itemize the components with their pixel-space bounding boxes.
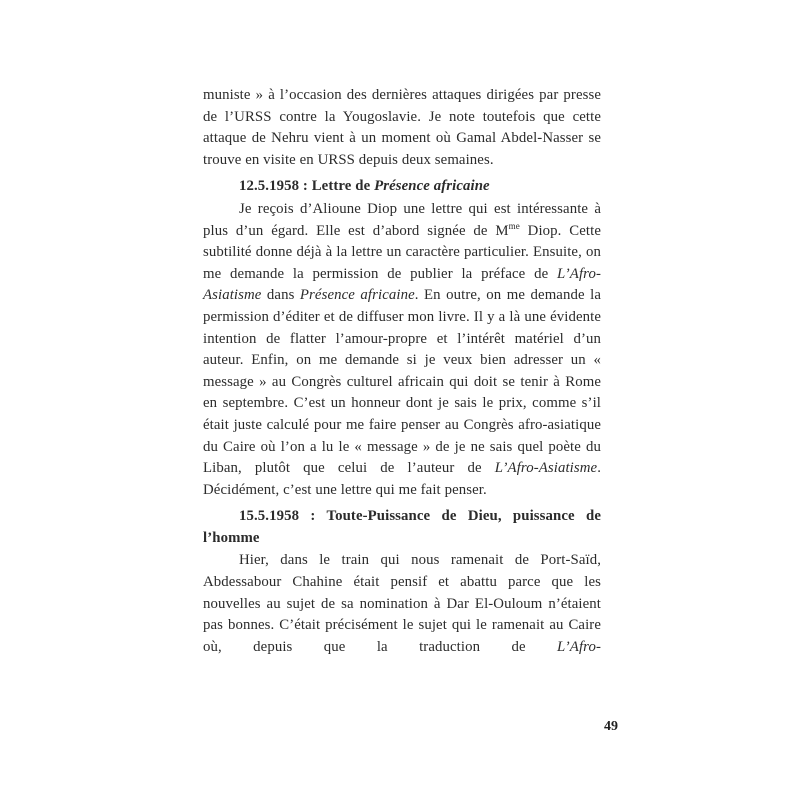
text-segment: L’Afro- xyxy=(557,638,601,655)
page-text xyxy=(203,85,601,658)
text-segment: muniste » à l’occasion des dernières attaques dirigées par presse de l’URSS contre la Yougoslavie. Je note toutefois que cette attaque de Nehru vient à un moment où Gamal Abdel-Nasser se trouve en visite en URSS depuis deux semaines. xyxy=(203,87,601,168)
text-segment: Hier, dans le train qui nous ramenait de Port-Saïd, Abdessabour Chahine était pensif et abattu parce que les nouvelles au sujet de sa nomination à Dar El-Ouloum n’étaient pas bonnes. C’était précisément le sujet qui le ramenait au Caire où, depuis que la traduction de xyxy=(203,552,601,655)
text-segment: Présence africaine xyxy=(374,178,490,195)
text-segment: Je reçois d’Alioune Diop une lettre qui est intéressante à plus d’un égard. Elle est d’abord signée de M xyxy=(203,200,601,239)
text-segment: L’Afro-Asiatisme xyxy=(203,265,601,304)
text-segment: Présence africaine xyxy=(299,287,415,304)
paragraph xyxy=(203,550,601,658)
text-segment: dans xyxy=(261,287,300,304)
text-segment: 15.5.1958 : Toute-Puissance de Dieu, puissance de l’homme xyxy=(203,508,601,546)
text-segment: L’Afro-Asiatisme xyxy=(494,460,598,477)
text-segment: 12.5.1958 : Lettre de xyxy=(239,178,375,195)
page-number: 49 xyxy=(604,719,618,734)
paragraph xyxy=(203,199,601,501)
entry-heading xyxy=(203,506,601,549)
entry-heading xyxy=(203,176,601,198)
text-segment: me xyxy=(508,220,520,231)
paragraph xyxy=(203,85,601,171)
text-segment: . En outre, on me demande la permission d’éditer et de diffuser mon livre. Il y a là une évidente intention de flatter l’amour-propre et l’intérêt matériel d’un auteur. Enfin, on me demande si je veux bien adresser un « message » au Congrès culturel africain qui doit se tenir à Rome en septembre. C’est un honneur dont je sais le prix, comme s’il était juste calculé pour me faire penser au Congrès afro-asiatique du Caire où l’on a lu le « message » de je ne sais quel poète du Liban, plutôt que celui de l’auteur de xyxy=(203,287,601,477)
text-segment: Diop. Cette subtilité donne déjà à la lettre un caractère particulier. Ensuite, on me demande la permission de publier la préface de xyxy=(203,222,601,282)
text-segment: . Décidément, c’est une lettre qui me fait penser. xyxy=(203,460,601,498)
